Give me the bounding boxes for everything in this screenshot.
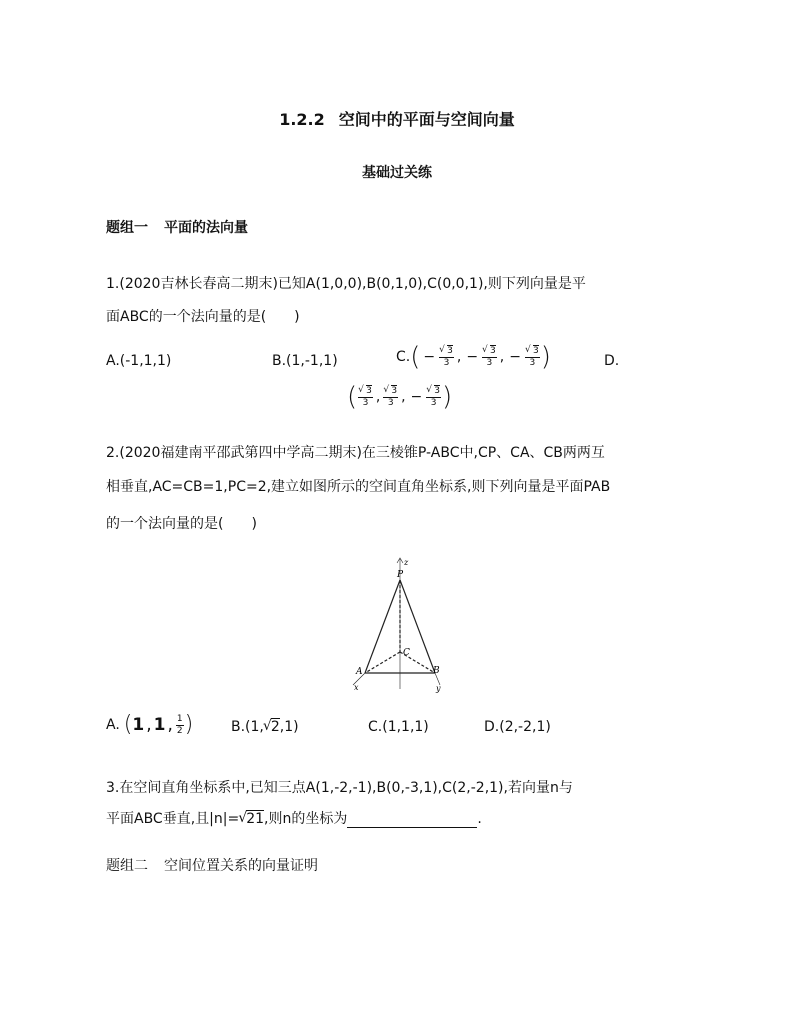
q2-option-a: A. ( 1 , 1 , $\frac{1}{2}$ ) — [106, 712, 194, 737]
option-label: A. — [106, 717, 120, 733]
q1-option-b: B.(1,-1,1) — [272, 353, 338, 369]
page-title — [0, 107, 794, 130]
label-x: x — [354, 683, 359, 692]
group-heading-2 — [106, 855, 318, 875]
group-name: 空间位置关系的向量证明 — [164, 858, 318, 874]
fraction: √ $\frac{3}{3}$ — [358, 387, 373, 408]
q3-line-2: 平面ABC垂直,且|n|=√ 21,则n的坐标为 . — [106, 808, 482, 828]
q1-line-2: 面ABC的一个法向量的是( ) — [106, 309, 300, 325]
group-label: 题组二 — [106, 858, 148, 874]
answer-blank[interactable] — [347, 813, 477, 828]
group-label: 题组一 — [106, 220, 148, 236]
page-subtitle: 基础过关练 — [362, 165, 432, 181]
fraction: √ $\frac{3}{3}$ — [482, 347, 497, 368]
label-z: z — [404, 558, 409, 567]
label-B: B — [433, 666, 440, 676]
fraction: √ $\frac{3}{3}$ — [383, 387, 398, 408]
right-paren: ) — [184, 712, 194, 737]
q2-option-d: D.(2,-2,1) — [484, 719, 551, 735]
left-paren: ( — [123, 712, 133, 737]
fraction: $\frac{1}{2}$ — [176, 713, 183, 736]
q3-line-1: 3.在空间直角坐标系中,已知三点A(1,-2,-1),B(0,-3,1),C(2,-2,1),若向量n与 — [106, 780, 573, 796]
left-paren: ( — [410, 342, 421, 372]
q2-option-b: B.(1, √ 2 ,1) — [231, 719, 299, 735]
right-paren: ) — [540, 342, 551, 372]
q1-option-a: A.(-1,1,1) — [106, 353, 172, 369]
tetrahedron-figure — [345, 557, 455, 695]
q1-option-c: C. ( − √ $\frac{3}{3}$ , − √ $\frac{3}{3}$ , − √ $\frac{3}{3}$ ) — [396, 344, 551, 370]
section-number: 1.2.2 — [279, 110, 325, 129]
label-y: y — [436, 684, 441, 693]
q2-line-1: 2.(2020福建南平邵武第四中学高二期末)在三棱锥P-ABC中,CP、CA、CB两两互 — [106, 445, 605, 461]
q1-line-1: 1.(2020吉林长春高二期末)已知A(1,0,0),B(0,1,0),C(0,0,1),则下列向量是平 — [106, 276, 586, 292]
q2-line-3: 的一个法向量的是( ) — [106, 516, 257, 532]
fraction: √ $\frac{3}{3}$ — [439, 347, 454, 368]
q2-option-c: C.(1,1,1) — [368, 719, 429, 735]
option-label: C. — [396, 349, 411, 365]
q1-option-d: ( √ $\frac{3}{3}$ , √ $\frac{3}{3}$ , − √ $\frac{3}{3}$ ) — [347, 384, 452, 410]
label-A: A — [356, 667, 363, 677]
fraction: √ $\frac{3}{3}$ — [525, 347, 540, 368]
right-paren: ) — [442, 382, 453, 412]
q1-option-d-label: D. — [604, 353, 620, 369]
section-title: 空间中的平面与空间向量 — [338, 110, 515, 129]
label-P: P — [397, 570, 404, 580]
fraction: √ $\frac{3}{3}$ — [426, 387, 441, 408]
group-heading-1 — [106, 217, 248, 237]
group-name: 平面的法向量 — [164, 220, 248, 236]
label-C: C — [403, 648, 410, 658]
left-paren: ( — [347, 382, 358, 412]
q2-line-2: 相垂直,AC=CB=1,PC=2,建立如图所示的空间直角坐标系,则下列向量是平面PAB — [106, 479, 611, 495]
